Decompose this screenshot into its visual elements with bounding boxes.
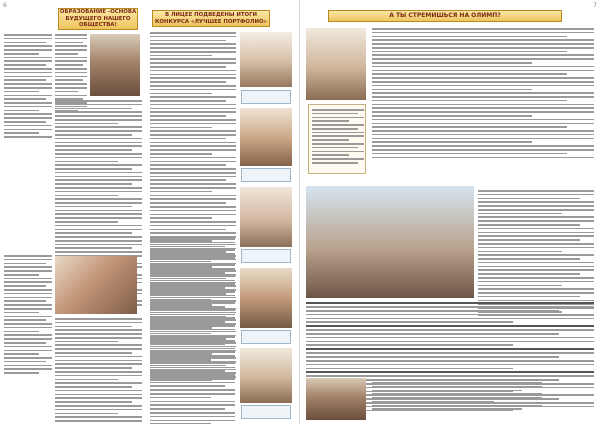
sidebar-olympiad-info (308, 104, 366, 174)
article-projects-col-right (478, 190, 594, 316)
banner-education: ОБРАЗОВАНИЕ -ОСНОВА БУДУЩЕГО НАШЕГО ОБЩЕСТВА! (59, 9, 137, 29)
page-number-right: 7 (593, 2, 597, 9)
photo-olympiad-teacher (306, 28, 366, 100)
article-olympiad-body (372, 28, 594, 158)
photo-children-forum (55, 256, 137, 314)
photo-winner-1 (240, 32, 292, 87)
photo-olympiad-group (306, 186, 474, 298)
sidebar-olympiad-text (312, 109, 364, 164)
photo-winner-5 (240, 348, 292, 403)
caption-winner-3 (241, 249, 291, 263)
banner-olympiad: А ТЫ СТРЕМИШЬСЯ НА ОЛИМП? (328, 10, 562, 22)
article-forum-col1-bottom (4, 255, 52, 374)
article-bottom-text (372, 382, 542, 410)
photo-projects-bottom (306, 378, 366, 420)
photo-winner-2 (240, 108, 292, 166)
photo-winner-3 (240, 187, 292, 247)
article-contest-col2 (150, 238, 235, 424)
page-gutter (299, 0, 300, 424)
photo-winner-4 (240, 268, 292, 328)
caption-winner-5 (241, 405, 291, 419)
page-number-left: 6 (3, 2, 7, 9)
caption-winner-2 (241, 168, 291, 182)
article-forum-col1-top (4, 34, 52, 138)
banner-portfolio-contest: В ЛИЦЕЕ ПОДВЕДЕНЫ ИТОГИ КОНКУРСА «ЛУЧШЕЕ ПОРТФОЛИО» (152, 10, 270, 27)
caption-winner-4 (241, 330, 291, 344)
caption-winner-1 (241, 90, 291, 104)
photo-teacher-forum (90, 34, 140, 96)
article-forum-end (55, 318, 142, 424)
